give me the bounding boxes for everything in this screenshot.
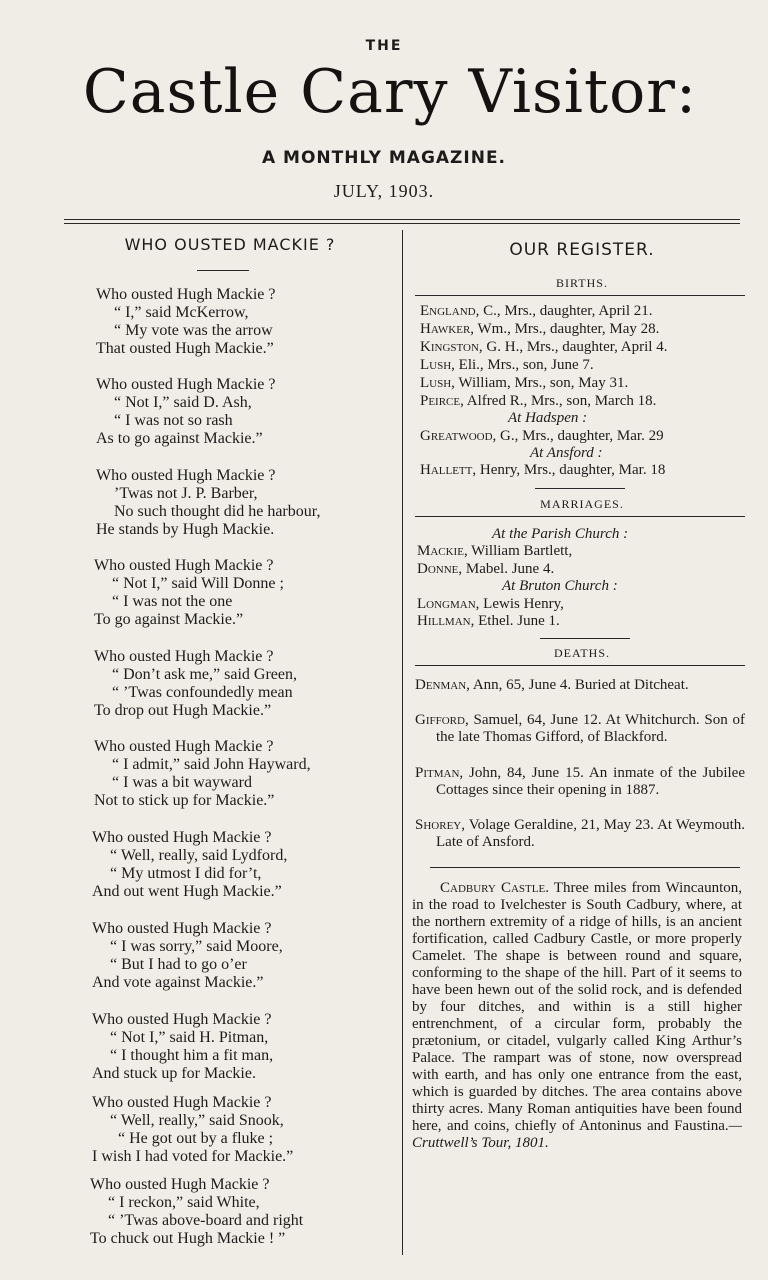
- births-heading: BIRTHS.: [556, 276, 608, 290]
- article-body: Three miles from Wincaunton, in the road to Ivelchester is South Cadbury, where, at the northern extremity of a ridge of hills, is an ancient fortification, called Cadbury Castle, or more properly Camelet. The shape is between round and square, conforming to the shape of the hill. Part of it seems to have been hewn out of the solid rock, and is defended by four ditches, and within is a still higher entrenchment, of a circular form, probably the prætonium, or citadel, vulgarly called King Arthur’s Palace. The rampart was of stone, now overspread with earth, and has only one entrance from the east, which is guarded by ditches. The area contains above thirty acres. Many Roman antiquities have been found here, and coins, chiefly of Antoninus and Faustina.: [412, 880, 742, 1134]
- stanza-line: ’Twas not J. P. Barber,: [114, 485, 258, 502]
- stanza: [90, 1176, 303, 1248]
- birth-surname: England: [420, 303, 476, 319]
- article-citation: —Cruttwell’s Tour, 1801.: [412, 1118, 742, 1151]
- stanza-line: “ My vote was the arrow: [114, 322, 273, 339]
- stanza-line: To drop out Hugh Mackie.”: [94, 702, 272, 719]
- stanza-line: Who ousted Hugh Mackie ?: [94, 648, 274, 665]
- column-divider: [402, 230, 403, 1255]
- stanza: [94, 557, 284, 629]
- birth-details: , William, Mrs., son, May 31.: [451, 375, 629, 391]
- stanza-line: “ ’Twas above-board and right: [108, 1212, 304, 1229]
- stanza-line: No such thought did he harbour,: [114, 503, 321, 520]
- death-surname: Shorey: [415, 817, 462, 833]
- birth-details: , Wm., Mrs., daughter, May 28.: [470, 321, 660, 337]
- stanza-line: “ Well, really, said Lydford,: [110, 847, 288, 864]
- stanza-line: “ Don’t ask me,” said Green,: [112, 666, 297, 683]
- deaths-rule: [415, 665, 745, 666]
- marriages-rule: [415, 516, 745, 517]
- stanza-line: Who ousted Hugh Mackie ?: [94, 557, 274, 574]
- stanza-line: “ He got out by a fluke ;: [118, 1130, 274, 1147]
- birth-entry: [420, 462, 665, 479]
- article-rule: [430, 867, 740, 868]
- birth-details: , Eli., Mrs., son, June 7.: [451, 357, 594, 373]
- stanza-line: Who ousted Hugh Mackie ?: [92, 920, 272, 937]
- stanza-line: I wish I had voted for Mackie.”: [92, 1148, 294, 1165]
- death-surname: Pitman: [415, 765, 460, 781]
- marriages-heading: MARRIAGES.: [540, 497, 624, 511]
- stanza: [96, 286, 276, 358]
- stanza-line: Who ousted Hugh Mackie ?: [92, 829, 272, 846]
- stanza-line: “ But I had to go o’er: [110, 956, 247, 973]
- section-rule: [540, 638, 630, 639]
- birth-entry: [420, 375, 628, 392]
- register-title: OUR REGISTER.: [509, 240, 655, 260]
- stanza-line: “ My utmost I did for’t,: [110, 865, 262, 882]
- death-details: , John, 84, June 15. An inmate of the Jubilee Cottages since their opening in 1887.: [436, 765, 745, 798]
- stanza-line: To chuck out Hugh Mackie ! ”: [90, 1230, 286, 1247]
- marriage-surname: Donne: [417, 561, 459, 577]
- section-rule: [535, 488, 625, 489]
- stanza-line: As to go against Mackie.”: [96, 430, 263, 447]
- birth-entry: [420, 393, 656, 410]
- marriage-place-heading: At the Parish Church :: [492, 526, 629, 542]
- marriage-details: , Mabel. June 4.: [458, 561, 555, 577]
- death-entry: [415, 677, 745, 694]
- stanza: [92, 920, 283, 992]
- article-lead: Cadbury Castle.: [440, 880, 549, 896]
- birth-entry: [420, 339, 667, 356]
- stanza-line: “ Not I,” said D. Ash,: [114, 394, 252, 411]
- birth-entry: [420, 321, 659, 338]
- birth-place-heading: At Hadspen :: [508, 410, 588, 426]
- issue-date: JULY, 1903.: [333, 181, 435, 201]
- stanza-line: “ I was not so rash: [114, 412, 233, 429]
- stanza: [92, 829, 287, 901]
- header-rule-thin: [64, 223, 740, 224]
- stanza-line: And vote against Mackie.”: [92, 974, 264, 991]
- stanza-line: “ I was sorry,” said Moore,: [110, 938, 283, 955]
- birth-surname: Hawker: [420, 321, 471, 337]
- masthead-title: Castle Cary Visitor:: [82, 57, 698, 127]
- stanza-line: “ ’Twas confoundedly mean: [112, 684, 293, 701]
- death-details: , Ann, 65, June 4. Buried at Ditcheat.: [466, 677, 689, 693]
- stanza: [92, 1011, 273, 1083]
- stanza: [96, 467, 320, 539]
- birth-details: , Henry, Mrs., daughter, Mar. 18: [472, 462, 666, 478]
- birth-surname: Hallett: [420, 462, 473, 478]
- birth-details: , Alfred R., Mrs., son, March 18.: [460, 393, 657, 409]
- stanza-line: “ Well, really,” said Snook,: [110, 1112, 284, 1129]
- stanza-line: And out went Hugh Mackie.”: [92, 883, 282, 900]
- birth-surname: Peirce: [420, 393, 461, 409]
- marriage-surname: Hillman: [417, 613, 471, 629]
- birth-surname: Lush: [420, 375, 452, 391]
- stanza-line: Who ousted Hugh Mackie ?: [96, 286, 276, 303]
- stanza-line: “ I thought him a fit man,: [110, 1047, 274, 1064]
- marriage-details: , Ethel. June 1.: [470, 613, 560, 629]
- masthead-subtitle: A MONTHLY MAGAZINE.: [261, 148, 507, 168]
- death-surname: Denman: [415, 677, 467, 693]
- stanza-line: To go against Mackie.”: [94, 611, 244, 628]
- death-entry: [415, 765, 745, 799]
- birth-surname: Greatwood: [420, 428, 493, 444]
- stanza-line: Who ousted Hugh Mackie ?: [94, 738, 274, 755]
- stanza-line: “ Not I,” said H. Pitman,: [110, 1029, 269, 1046]
- masthead-the: THE: [365, 38, 403, 54]
- marriage-details: , Lewis Henry,: [475, 596, 564, 612]
- stanza-line: “ I was not the one: [112, 593, 233, 610]
- marriage-surname: Mackie: [417, 543, 464, 559]
- birth-entry: [420, 357, 594, 374]
- marriage-details: , William Bartlett,: [463, 543, 573, 559]
- stanza-line: Who ousted Hugh Mackie ?: [90, 1176, 270, 1193]
- stanza-line: “ I was a bit wayward: [112, 774, 252, 791]
- stanza-line: And stuck up for Mackie.: [92, 1065, 256, 1082]
- marriage-entry: [417, 543, 572, 560]
- births-rule: [415, 295, 745, 296]
- poem-title-rule: [197, 270, 249, 271]
- poem-title: WHO OUSTED MACKIE ?: [124, 235, 336, 254]
- marriage-place-heading: At Bruton Church :: [502, 578, 618, 594]
- stanza: [96, 376, 276, 448]
- stanza-line: He stands by Hugh Mackie.: [96, 521, 275, 538]
- stanza-line: “ I admit,” said John Hayward,: [112, 756, 311, 773]
- deaths-heading: DEATHS.: [553, 646, 610, 660]
- marriage-entry: [417, 596, 564, 613]
- stanza-line: Not to stick up for Mackie.”: [94, 792, 275, 809]
- cadbury-castle-article: [412, 880, 742, 1152]
- stanza: [94, 648, 297, 720]
- stanza: [92, 1094, 293, 1166]
- birth-details: , G. H., Mrs., daughter, April 4.: [478, 339, 668, 355]
- death-details: , Samuel, 64, June 12. At Whitchurch. Son of the late Thomas Gifford, of Blackford.: [436, 712, 745, 745]
- birth-entry: [420, 303, 653, 320]
- death-entry: [415, 817, 745, 851]
- birth-place-heading: At Ansford :: [530, 445, 603, 461]
- stanza-line: “ I,” said McKerrow,: [114, 304, 249, 321]
- birth-surname: Kingston: [420, 339, 479, 355]
- stanza-line: Who ousted Hugh Mackie ?: [92, 1094, 272, 1111]
- birth-details: , G., Mrs., daughter, Mar. 29: [492, 428, 664, 444]
- stanza-line: Who ousted Hugh Mackie ?: [96, 376, 276, 393]
- birth-surname: Lush: [420, 357, 452, 373]
- death-entry: [415, 712, 745, 746]
- stanza-line: “ Not I,” said Will Donne ;: [112, 575, 284, 592]
- stanza: [94, 738, 311, 810]
- marriage-surname: Longman: [417, 596, 476, 612]
- stanza-line: “ I reckon,” said White,: [108, 1194, 260, 1211]
- birth-entry: [420, 428, 664, 445]
- marriage-entry: [417, 561, 554, 578]
- death-details: , Volage Geraldine, 21, May 23. At Weymouth. Late of Ansford.: [436, 817, 745, 850]
- stanza-line: That ousted Hugh Mackie.”: [96, 340, 274, 357]
- stanza-line: Who ousted Hugh Mackie ?: [96, 467, 276, 484]
- birth-details: , C., Mrs., daughter, April 21.: [475, 303, 653, 319]
- stanza-line: Who ousted Hugh Mackie ?: [92, 1011, 272, 1028]
- header-rule: [64, 219, 740, 220]
- death-surname: Gifford: [415, 712, 465, 728]
- marriage-entry: [417, 613, 560, 630]
